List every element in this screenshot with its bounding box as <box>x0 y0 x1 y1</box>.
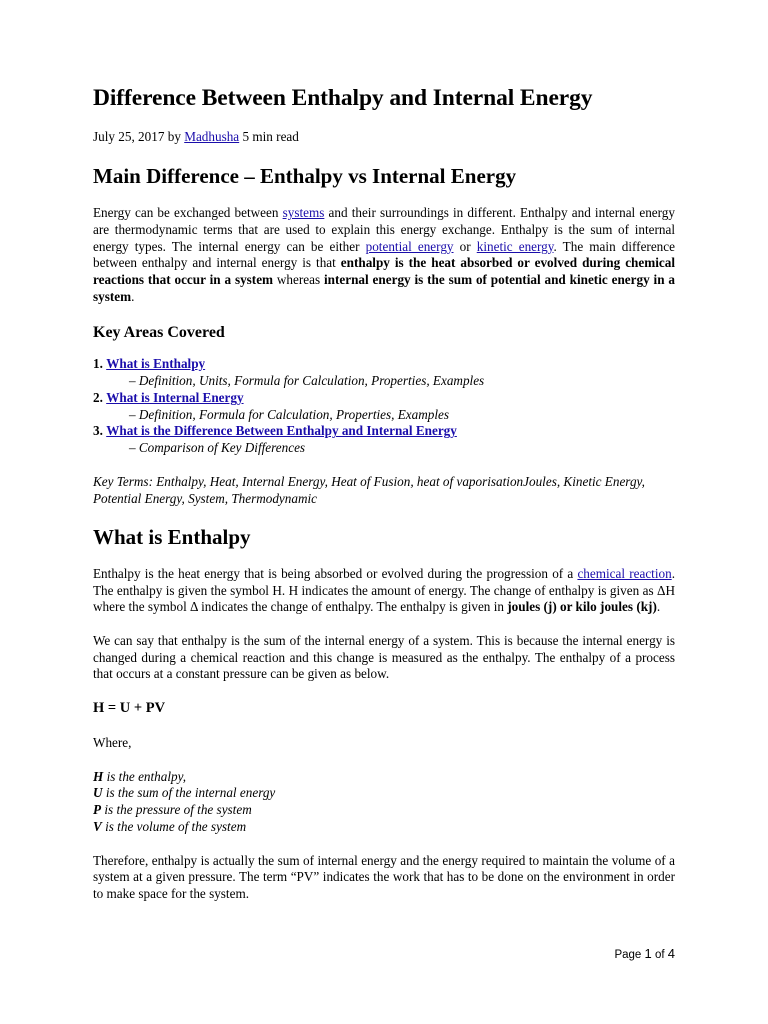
kinetic-energy-link[interactable]: kinetic energy <box>476 238 554 254</box>
enthalpy-paragraph-3: Therefore, enthalpy is actually the sum of internal energy and the energy required to maintain the volume of a system at a given pressure. The term “PV” indicates the work that has to be done on the environment in order to make space for the system. <box>93 852 675 901</box>
enthalpy-definition-bold: enthalpy is the heat absorbed or evolved during chemical reactions that occur in a system <box>93 255 675 288</box>
chemical-reaction-link[interactable]: chemical reaction <box>577 565 672 581</box>
units-bold: joules (j) or kilo joules (kj) <box>507 599 657 615</box>
list-item-subtitle: – Definition, Units, Formula for Calculation, Properties, Examples <box>129 372 485 388</box>
internal-energy-definition-bold: internal energy is the sum of potential and kinetic energy in a system <box>93 272 676 304</box>
definition-item: P is the pressure of the system <box>93 802 252 818</box>
enthalpy-paragraph-2: We can say that enthalpy is the sum of the internal energy of a system. This is because the internal energy is changed during a chemical reaction and this change is measured as the enthalpy. The enthalpy of a process that occurs at a constant pressure can be given as below. <box>93 632 675 682</box>
toc-link-what-is-internal-energy[interactable]: What is Internal Energy <box>106 389 244 405</box>
enthalpy-paragraph-1 <box>93 566 675 616</box>
author-link[interactable]: Madhusha <box>184 129 240 145</box>
definition-item: H is the enthalpy, <box>93 768 187 784</box>
intro-text: and their surroundings in different. Enthalpy and internal energy are thermodynamic terms that are used to explain this energy exchange. Enthalpy is the sum of internal energy types. The internal energy can be either <box>93 205 675 254</box>
potential-energy-link[interactable]: potential energy <box>365 238 454 254</box>
key-areas-list <box>93 356 675 457</box>
post-date: July 25, 2017 <box>93 129 165 145</box>
list-item: 1. What is Enthalpy <box>93 355 206 371</box>
intro-text: Energy can be exchanged between <box>93 205 283 221</box>
document-page <box>93 84 675 920</box>
read-time: 5 min read <box>242 129 299 145</box>
intro-text: whereas <box>273 272 324 288</box>
systems-link[interactable]: systems <box>282 205 325 221</box>
intro-paragraph <box>93 205 675 305</box>
definition-item: V is the volume of the system <box>93 818 247 834</box>
definition-item: U is the sum of the internal energy <box>93 785 276 801</box>
post-meta <box>93 129 675 145</box>
where-label: Where, <box>93 735 132 751</box>
list-item: 2. What is Internal Energy <box>93 389 244 405</box>
paragraph-text: . The enthalpy is given the symbol H. H indicates the amount of energy. The change of enthalpy is given as ΔH where the symbol Δ indicates the change of enthalpy. The enthalpy is given in <box>93 565 675 615</box>
enthalpy-heading: What is Enthalpy <box>93 524 251 549</box>
definitions-list <box>93 769 675 836</box>
intro-text: . <box>131 288 135 304</box>
page-number: Page 1 of 4 <box>614 946 675 961</box>
enthalpy-formula: H = U + PV <box>93 700 166 717</box>
list-item: 3. What is the Difference Between Enthalpy and Internal Energy <box>93 423 457 439</box>
list-item-subtitle: – Definition, Formula for Calculation, Properties, Examples <box>129 406 450 422</box>
paragraph-text: Enthalpy is the heat energy that is being absorbed or evolved during the progression of a <box>93 565 578 581</box>
page-title: Difference Between Enthalpy and Internal Energy <box>93 85 593 111</box>
main-heading: Main Difference – Enthalpy vs Internal Energy <box>93 164 517 189</box>
list-item-subtitle: – Comparison of Key Differences <box>129 440 306 456</box>
toc-link-what-is-enthalpy[interactable]: What is Enthalpy <box>106 355 206 371</box>
paragraph-text: . <box>656 599 661 615</box>
intro-text: or <box>453 238 477 254</box>
key-areas-heading: Key Areas Covered <box>93 323 225 341</box>
key-terms: Key Terms: Enthalpy, Heat, Internal Energy, Heat of Fusion, heat of vaporisationJoules, Kinetic Energy, Potential Energy, System, Thermodynamic <box>93 474 645 506</box>
by-label: by <box>167 129 181 145</box>
toc-link-difference[interactable]: What is the Difference Between Enthalpy and Internal Energy <box>106 423 457 439</box>
intro-text: . The main difference between enthalpy and internal energy is that <box>93 238 675 271</box>
